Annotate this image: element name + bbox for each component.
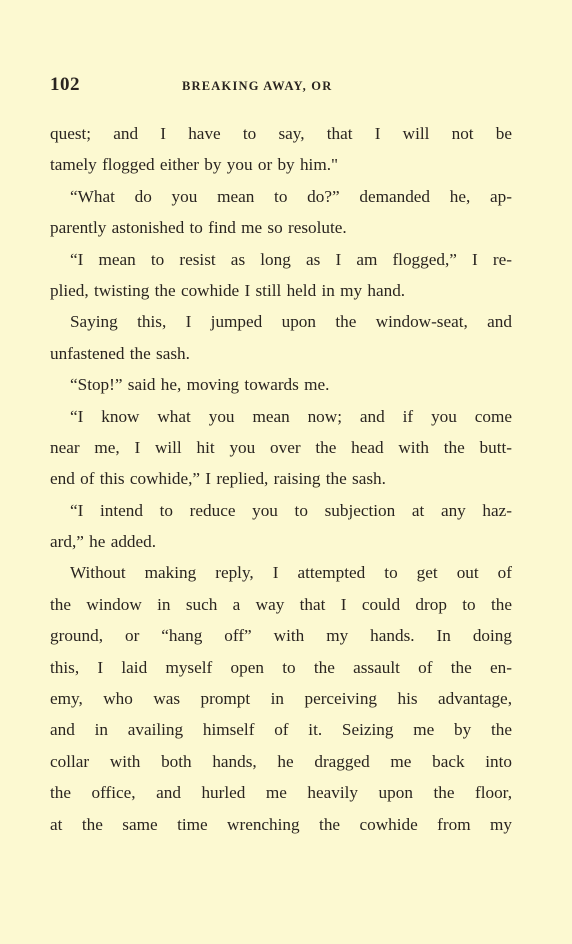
text-line: “I mean to resist as long as I am flogged,” I re- xyxy=(70,249,512,269)
text-line: parently astonished to find me so resolute. xyxy=(50,218,347,238)
text-line: end of this cowhide,” I replied, raising the sash. xyxy=(50,469,386,489)
text-line: the office, and hurled me heavily upon the floor, xyxy=(50,783,512,803)
text-line: ard,” he added. xyxy=(50,532,157,552)
page-header xyxy=(50,74,512,100)
page-number: 102 xyxy=(50,74,80,95)
text-line: unfastened the sash. xyxy=(50,343,190,363)
text-line: Without making reply, I attempted to get out of xyxy=(70,563,512,583)
text-line: “Stop!” said he, moving towards me. xyxy=(70,375,330,395)
text-line: the window in such a way that I could drop to the xyxy=(50,594,512,614)
text-line: “I intend to reduce you to subjection at any haz- xyxy=(70,500,512,520)
text-line: emy, who was prompt in perceiving his advantage, xyxy=(50,689,512,709)
text-line: near me, I will hit you over the head with the butt- xyxy=(50,437,512,457)
text-line: plied, twisting the cowhide I still held in my hand. xyxy=(50,280,406,300)
text-line: at the same time wrenching the cowhide from my xyxy=(50,814,512,834)
body-text xyxy=(50,118,512,840)
text-line: “I know what you mean now; and if you come xyxy=(70,406,512,426)
text-line: “What do you mean to do?” demanded he, ap- xyxy=(70,186,512,206)
text-line: ground, or “hang off” with my hands. In doing xyxy=(50,626,512,646)
running-head: BREAKING AWAY, OR xyxy=(182,79,333,93)
text-line: Saying this, I jumped upon the window-seat, and xyxy=(70,312,512,332)
text-line: quest; and I have to say, that I will not be xyxy=(50,124,512,143)
text-line: collar with both hands, he dragged me back into xyxy=(50,751,512,771)
text-line: this, I laid myself open to the assault of the en- xyxy=(50,657,512,677)
text-line: tamely flogged either by you or by him." xyxy=(50,155,339,175)
text-line: and in availing himself of it. Seizing me by the xyxy=(50,720,512,740)
